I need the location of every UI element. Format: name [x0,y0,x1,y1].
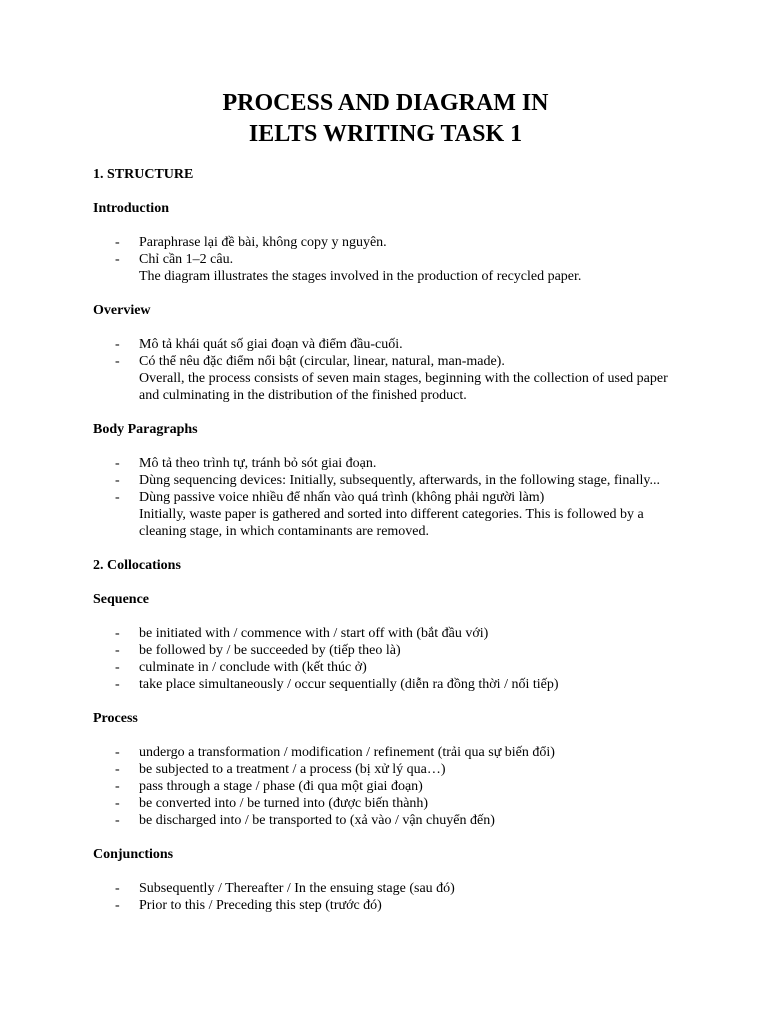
introduction-list [93,234,678,285]
list-item: - Mô tả khái quát số giai đoạn và điểm đầu-cuối. [115,337,403,352]
dash-bullet: - [115,898,120,913]
dash-bullet: - [115,643,120,658]
dash-bullet: - [115,881,120,896]
list-item: - Dùng passive voice nhiều để nhấn vào quá trình (không phải người làm) [115,490,545,505]
document-title [93,88,678,150]
title-line-1: PROCESS AND DIAGRAM IN [222,90,549,116]
list-item: - Có thể nêu đặc điểm nổi bật (circular, linear, natural, man-made). [115,354,505,369]
sequence-list [93,625,678,693]
dash-bullet: - [115,337,120,352]
dash-bullet: - [115,490,120,505]
overview-list [93,336,678,404]
section-heading-collocations: 2. Collocations [93,558,181,573]
subheading-conjunctions: Conjunctions [93,847,174,862]
list-item: - Mô tả theo trình tự, tránh bỏ sót giai đoạn. [115,456,377,471]
dash-bullet: - [115,354,120,369]
dash-bullet: - [115,660,120,675]
list-item: - pass through a stage / phase (đi qua một giai đoạn) [115,779,423,794]
dash-bullet: - [115,779,120,794]
dash-bullet: - [115,796,120,811]
conjunctions-list [93,880,678,914]
dash-bullet: - [115,762,120,777]
example-sentence: Overall, the process consists of seven main stages, beginning with the collection of used paper and culminating in the distribution of the finished product. [139,371,668,403]
list-item: - Dùng sequencing devices: Initially, subsequently, afterwards, in the following stage, finally... [115,473,660,488]
process-list [93,744,678,829]
list-item: - be subjected to a treatment / a process (bị xử lý qua…) [115,762,446,777]
dash-bullet: - [115,745,120,760]
list-item: - culminate in / conclude with (kết thúc ở) [115,660,367,675]
dash-bullet: - [115,626,120,641]
list-item: - be initiated with / commence with / start off with (bắt đầu với) [115,626,489,641]
list-item: - Subsequently / Thereafter / In the ensuing stage (sau đó) [115,881,455,896]
title-line-2: IELTS WRITING TASK 1 [248,121,523,147]
subheading-process: Process [93,711,138,726]
example-sentence: Initially, waste paper is gathered and sorted into different categories. This is followed by a cleaning stage, in which contaminants are removed. [139,507,644,539]
list-item: - Prior to this / Preceding this step (trước đó) [115,898,382,913]
list-item: - be converted into / be turned into (được biến thành) [115,796,429,811]
list-item: - Paraphrase lại đề bài, không copy y nguyên. [115,235,387,250]
body-paragraphs-list [93,455,678,540]
list-item: - Chỉ cần 1–2 câu. [115,252,234,267]
dash-bullet: - [115,473,120,488]
list-item: - be discharged into / be transported to (xả vào / vận chuyển đến) [115,813,495,828]
subheading-sequence: Sequence [93,592,149,607]
list-item: - take place simultaneously / occur sequentially (diễn ra đồng thời / nối tiếp) [115,677,559,692]
dash-bullet: - [115,235,120,250]
list-item: - be followed by / be succeeded by (tiếp theo là) [115,643,401,658]
subheading-body-paragraphs: Body Paragraphs [93,422,198,437]
dash-bullet: - [115,456,120,471]
example-sentence: The diagram illustrates the stages involved in the production of recycled paper. [139,269,582,284]
section-heading-structure: 1. STRUCTURE [93,167,194,182]
dash-bullet: - [115,813,120,828]
list-item: - undergo a transformation / modification / refinement (trải qua sự biến đổi) [115,745,555,760]
subheading-introduction: Introduction [93,201,169,216]
dash-bullet: - [115,252,120,267]
subheading-overview: Overview [93,303,151,318]
dash-bullet: - [115,677,120,692]
